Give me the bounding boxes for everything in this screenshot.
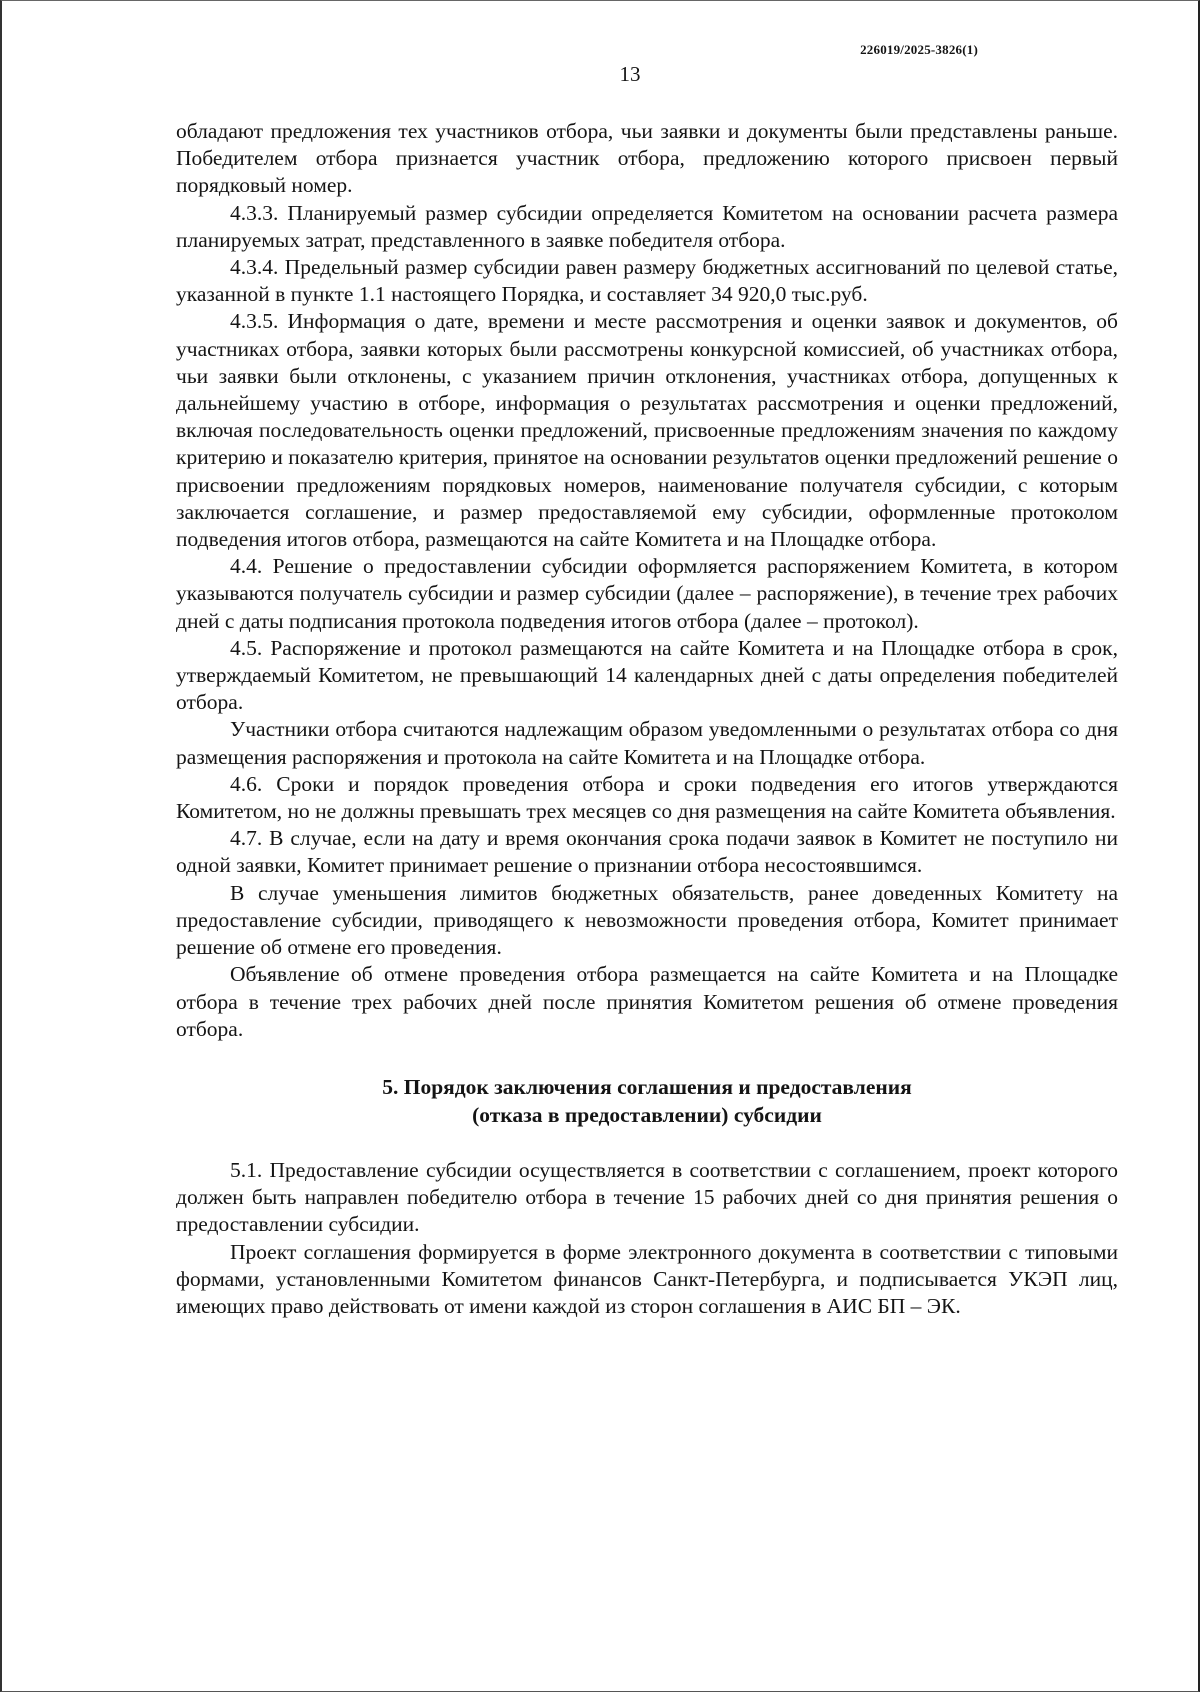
paragraph-4-3-3: 4.3.3. Планируемый размер субсидии определяется Комитетом на основании расчета размера планируемых затрат, представленного в заявке победителя отбора. — [176, 200, 1118, 252]
section-5-heading — [176, 1073, 1118, 1129]
paragraph-4-3-5: 4.3.5. Информация о дате, времени и месте рассмотрения и оценки заявок и документов, об участниках отбора, заявки которых были рассмотрены конкурсной комиссией, об участниках отбора, чьи заявки были отклонены, с указанием причин отклонения, участниках отбора, допущенных к дальнейшему участию в отборе, информация о результатах рассмотрения и оценки предложений, включая последовательность оценки предложений, присвоенные предложениям значения по каждому критерию и показателю критерия, принятое на основании результатов оценки предложений решение о присвоении предложениям порядковых номеров, наименование получателя субсидии, с которым заключается соглашение, и размер предоставляемой ему субсидии, оформленные протоколом подведения итогов отбора, размещаются на сайте Комитета и на Площадке отбора. — [176, 309, 1118, 552]
document-body — [176, 118, 1118, 1320]
document-id: 226019/2025-3826(1) — [860, 42, 978, 57]
paragraph-4-7: 4.7. В случае, если на дату и время окончания срока подачи заявок в Комитет не поступило ни одной заявки, Комитет принимает решение о признании отбора несостоявшимся. — [176, 826, 1118, 878]
section-5-heading-line-2: (отказа в предоставлении) субсидии — [472, 1102, 822, 1127]
paragraph-5-1: 5.1. Предоставление субсидии осуществляется в соответствии с соглашением, проект которого должен быть направлен победителю отбора в течение 15 рабочих дней со дня принятия решения о предоставлении субсидии. — [176, 1157, 1118, 1237]
page-number: 13 — [619, 62, 641, 86]
paragraph-4-7-limits: В случае уменьшения лимитов бюджетных обязательств, ранее доведенных Комитету на предоставление субсидии, приводящего к невозможности проведения отбора, Комитет принимает решение об отмене его проведения. — [176, 880, 1118, 960]
paragraph-continuation: обладают предложения тех участников отбора, чьи заявки и документы были представлены раньше. Победителем отбора признается участник отбора, предложению которого присвоен первый порядковый номер. — [176, 119, 1118, 198]
section-5-heading-line-1: 5. Порядок заключения соглашения и предоставления — [382, 1074, 912, 1099]
paragraph-4-5-participants: Участники отбора считаются надлежащим образом уведомленными о результатах отбора со дня размещения распоряжения и протокола на сайте Комитета и на Площадке отбора. — [176, 717, 1118, 769]
paragraph-4-5: 4.5. Распоряжение и протокол размещаются на сайте Комитета и на Площадке отбора в срок, утверждаемый Комитетом, не превышающий 14 календарных дней с даты определения победителей отбора. — [176, 635, 1118, 715]
paragraph-4-3-4: 4.3.4. Предельный размер субсидии равен размеру бюджетных ассигнований по целевой статье, указанной в пункте 1.1 настоящего Порядка, и составляет 34 920,0 тыс.руб. — [176, 255, 1118, 307]
paragraph-4-4: 4.4. Решение о предоставлении субсидии оформляется распоряжением Комитета, в котором указываются получатель субсидии и размер субсидии (далее – распоряжение), в течение трех рабочих дней с даты подписания протокола подведения итогов отбора (далее – протокол). — [176, 554, 1118, 633]
paragraph-5-1-draft: Проект соглашения формируется в форме электронного документа в соответствии с типовыми формами, установленными Комитетом финансов Санкт-Петербурга, и подписывается УКЭП лиц, имеющих право действовать от имени каждой из сторон соглашения в АИС БП – ЭК. — [176, 1239, 1118, 1318]
paragraph-4-7-announcement: Объявление об отмене проведения отбора размещается на сайте Комитета и на Площадке отбора в течение трех рабочих дней после принятия Комитетом решения об отмене проведения отбора. — [176, 962, 1118, 1041]
paragraph-4-6: 4.6. Сроки и порядок проведения отбора и сроки подведения его итогов утверждаются Комитетом, но не должны превышать трех месяцев со дня размещения на сайте Комитета объявления. — [176, 771, 1118, 824]
